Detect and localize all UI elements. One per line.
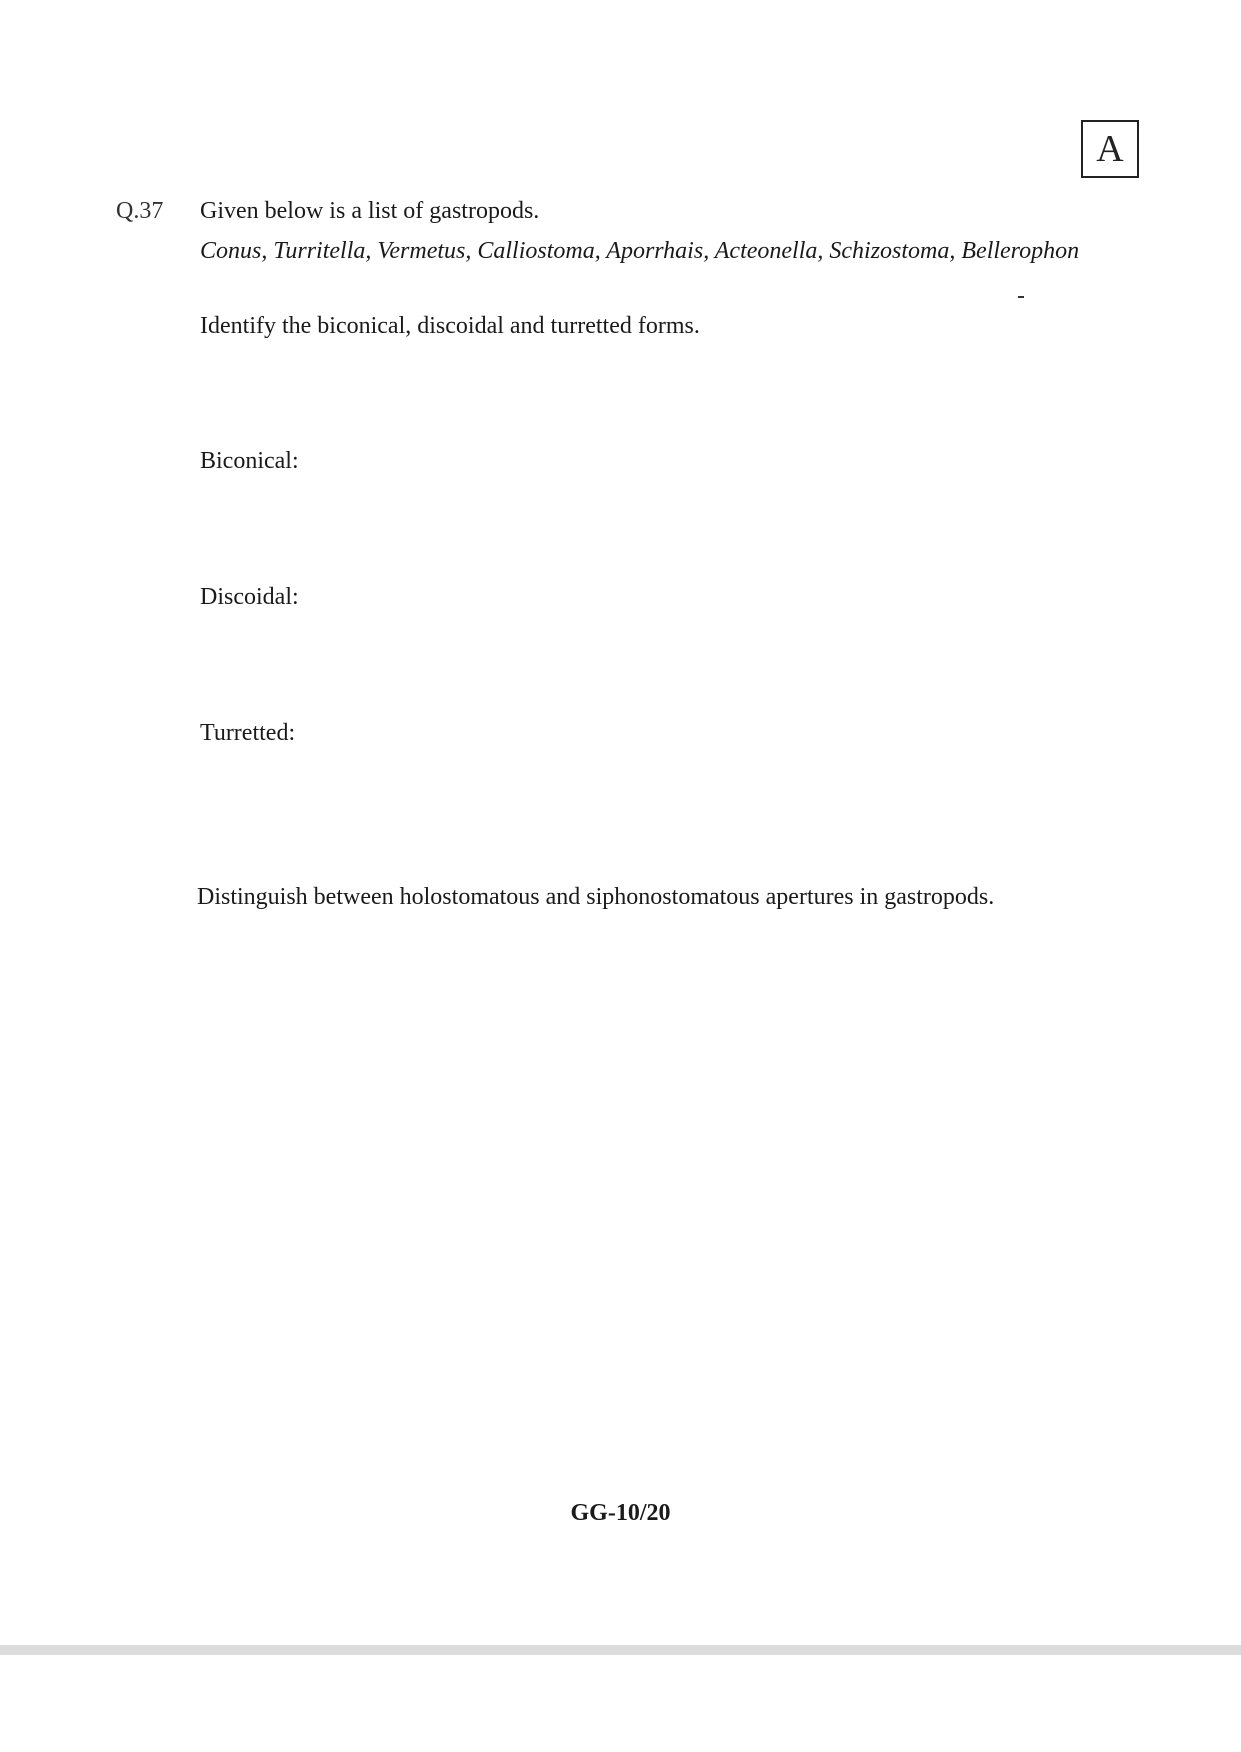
question-instruction: Identify the biconical, discoidal and turretted forms. (200, 313, 700, 339)
version-box (1081, 120, 1139, 178)
scan-edge-bar (0, 1645, 1241, 1655)
biconical-label: Biconical: (200, 448, 299, 474)
version-label: A (1096, 128, 1124, 170)
scan-speck (1018, 296, 1024, 298)
discoidal-label: Discoidal: (200, 584, 299, 610)
question-number: Q.37 (116, 198, 164, 224)
second-part-question: Distinguish between holostomatous and siphonostomatous apertures in gastropods. (197, 884, 995, 910)
species-list: Conus, Turritella, Vermetus, Calliostoma, Aporrhais, Acteonella, Schizostoma, Bellerophon (200, 238, 1080, 264)
question-intro: Given below is a list of gastropods. (200, 198, 540, 224)
page-code: GG-10/20 (570, 1500, 671, 1526)
turretted-label: Turretted: (200, 720, 296, 746)
